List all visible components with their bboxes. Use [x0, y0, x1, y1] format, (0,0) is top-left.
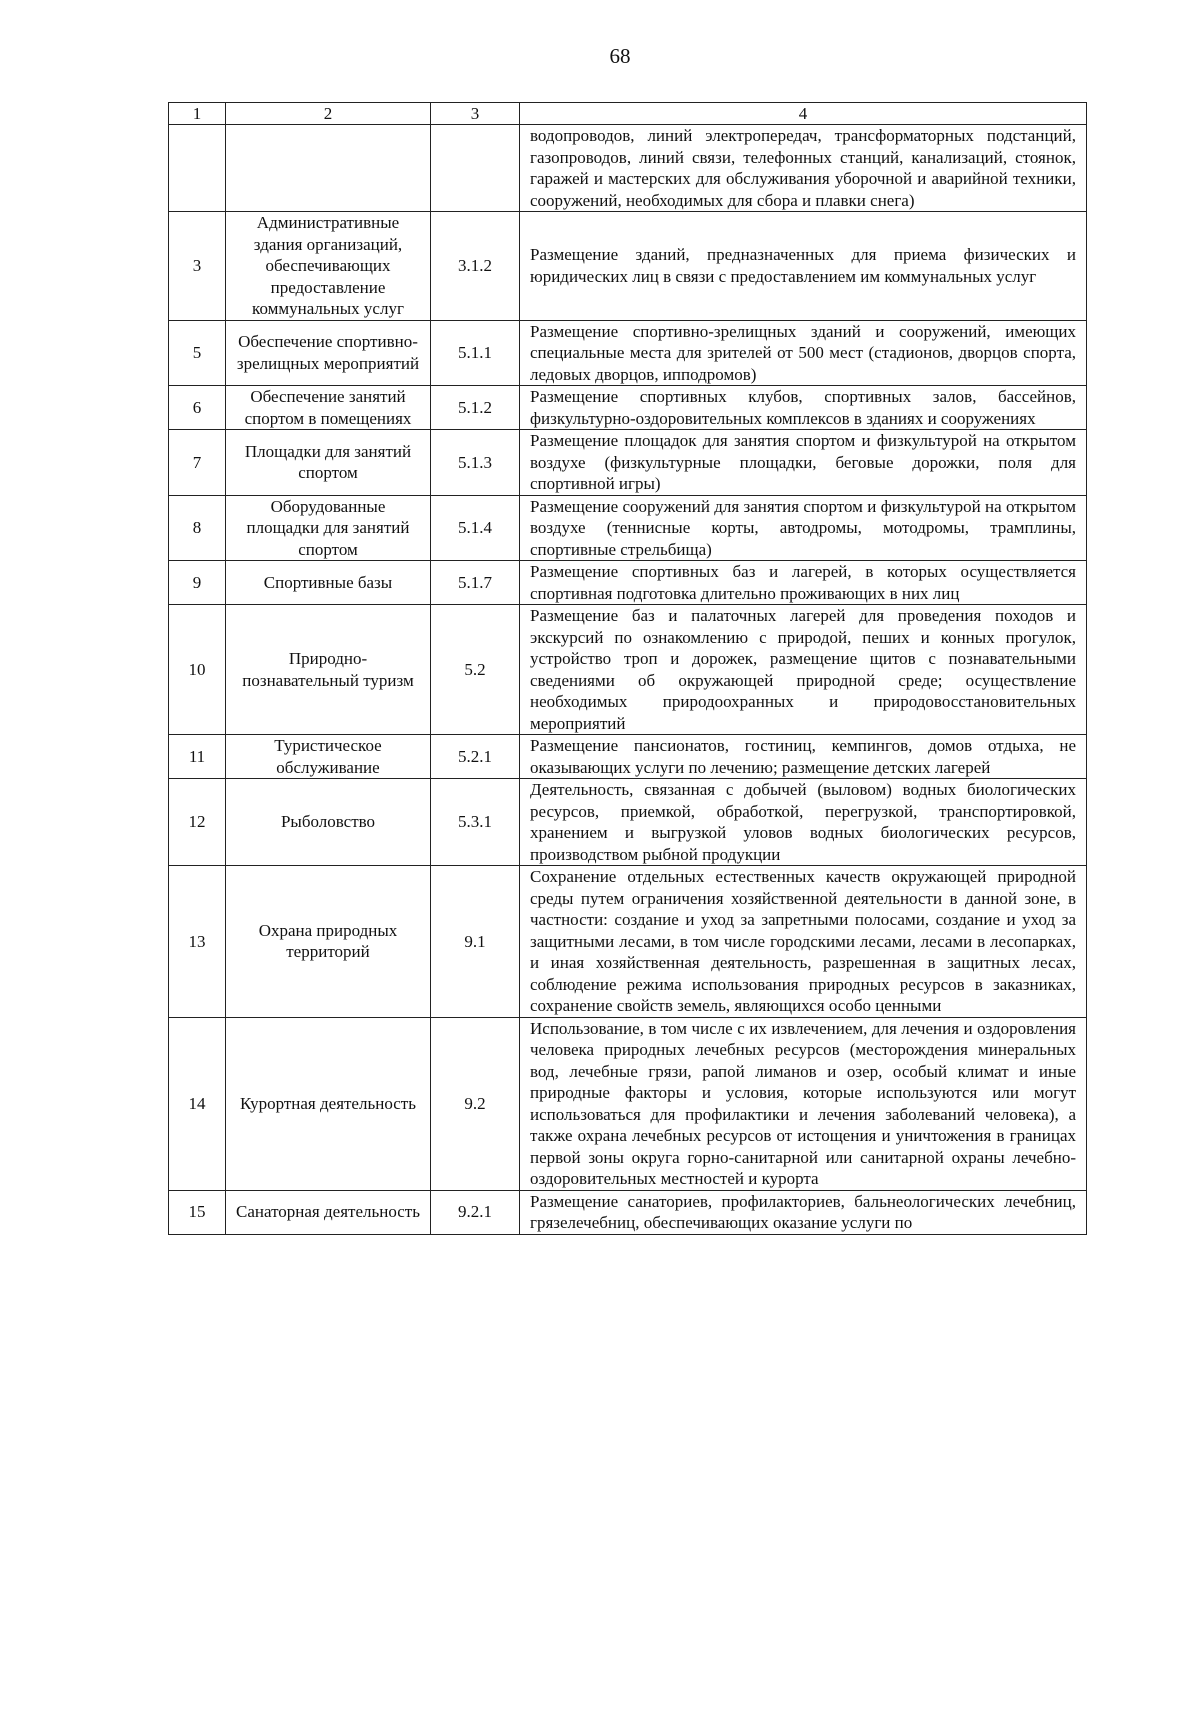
row-number: 9: [169, 561, 226, 605]
row-description: Размещение санаториев, профилакториев, бальнеологических лечебниц, грязелечебниц, обеспечивающих оказание услуги по: [520, 1190, 1087, 1234]
row-number: 10: [169, 605, 226, 735]
row-number: 3: [169, 212, 226, 321]
table-row: [169, 212, 1087, 321]
row-name: Санаторная деятельность: [226, 1190, 431, 1234]
column-header-1: 1: [169, 103, 226, 125]
row-description: Размещение спортивно-зрелищных зданий и сооружений, имеющих специальные места для зрителей от 500 мест (стадионов, дворцов спорта, ледовых дворцов, ипподромов): [520, 320, 1087, 386]
row-code: 5.1.2: [431, 386, 520, 430]
row-description: Деятельность, связанная с добычей (выловом) водных биологических ресурсов, приемкой, обработкой, перегрузкой, транспортировкой, хранением и выгрузкой уловов водных биологических ресурсов, производством рыбной продукции: [520, 779, 1087, 866]
row-name: Природно-познавательный туризм: [226, 605, 431, 735]
row-code: 9.2: [431, 1017, 520, 1190]
row-description: Размещение спортивных баз и лагерей, в которых осуществляется спортивная подготовка длительно проживающих в них лиц: [520, 561, 1087, 605]
row-name: Рыболовство: [226, 779, 431, 866]
row-name: Охрана природных территорий: [226, 866, 431, 1018]
row-name: Оборудованные площадки для занятий спортом: [226, 495, 431, 561]
row-code: 5.1.4: [431, 495, 520, 561]
column-header-4: 4: [520, 103, 1087, 125]
row-code: 9.2.1: [431, 1190, 520, 1234]
table-row: [169, 495, 1087, 561]
row-description: водопроводов, линий электропередач, трансформаторных подстанций, газопроводов, линий связи, телефонных станций, канализаций, стоянок, гаражей и мастерских для обслуживания уборочной и аварийной техники, сооружений, необходимых для сбора и плавки снега): [520, 125, 1087, 212]
row-code: 5.1.3: [431, 430, 520, 496]
row-code: 9.1: [431, 866, 520, 1018]
row-code: 5.2: [431, 605, 520, 735]
table-row: [169, 779, 1087, 866]
table-row: [169, 1190, 1087, 1234]
row-number: 11: [169, 735, 226, 779]
row-code: 5.1.1: [431, 320, 520, 386]
table-row: [169, 386, 1087, 430]
row-description: Размещение сооружений для занятия спортом и физкультурой на открытом воздухе (теннисные корты, автодромы, мотодромы, трамплины, спортивные стрельбища): [520, 495, 1087, 561]
row-name: Обеспечение занятий спортом в помещениях: [226, 386, 431, 430]
row-name: Обеспечение спортивно-зрелищных мероприятий: [226, 320, 431, 386]
row-name: Административные здания организаций, обеспечивающих предоставление коммунальных услуг: [226, 212, 431, 321]
table-header-row: [169, 103, 1087, 125]
row-code: 5.1.7: [431, 561, 520, 605]
row-code: 3.1.2: [431, 212, 520, 321]
land-use-table: [168, 102, 1087, 1235]
page-number: 68: [609, 44, 631, 68]
row-number: 7: [169, 430, 226, 496]
column-header-3: 3: [431, 103, 520, 125]
row-description: Использование, в том числе с их извлечением, для лечения и оздоровления человека природных лечебных ресурсов (месторождения минеральных вод, лечебные грязи, рапой лиманов и озер, особый климат и иные природные факторы и условия, которые используются или могут использоваться для профилактики и лечения заболеваний человека), а также охрана лечебных ресурсов от истощения и уничтожения в границах первой зоны округа горно-санитарной или санитарной охраны лечебно-оздоровительных местностей и курорта: [520, 1017, 1087, 1190]
row-code: 5.2.1: [431, 735, 520, 779]
row-code: [431, 125, 520, 212]
table-row: [169, 735, 1087, 779]
row-name: Спортивные базы: [226, 561, 431, 605]
row-description: Размещение зданий, предназначенных для приема физических и юридических лиц в связи с предоставлением им коммунальных услуг: [520, 212, 1087, 321]
table-row: [169, 561, 1087, 605]
table-row: [169, 125, 1087, 212]
row-number: 14: [169, 1017, 226, 1190]
table-row: [169, 320, 1087, 386]
table-row: [169, 605, 1087, 735]
row-description: Размещение площадок для занятия спортом и физкультурой на открытом воздухе (физкультурные площадки, беговые дорожки, поля для спортивной игры): [520, 430, 1087, 496]
table-row: [169, 1017, 1087, 1190]
row-number: 8: [169, 495, 226, 561]
row-name: [226, 125, 431, 212]
row-number: 6: [169, 386, 226, 430]
row-description: Размещение баз и палаточных лагерей для проведения походов и экскурсий по ознакомлению с природой, пеших и конных прогулок, устройство троп и дорожек, размещение щитов с познавательными сведениями об окружающей природной среде; осуществление необходимых природоохранных и природовосстановительных мероприятий: [520, 605, 1087, 735]
row-number: [169, 125, 226, 212]
row-name: Площадки для занятий спортом: [226, 430, 431, 496]
row-number: 15: [169, 1190, 226, 1234]
table-row: [169, 866, 1087, 1018]
row-number: 13: [169, 866, 226, 1018]
row-name: Курортная деятельность: [226, 1017, 431, 1190]
row-number: 12: [169, 779, 226, 866]
column-header-2: 2: [226, 103, 431, 125]
row-number: 5: [169, 320, 226, 386]
row-name: Туристическое обслуживание: [226, 735, 431, 779]
row-description: Сохранение отдельных естественных качеств окружающей природной среды путем ограничения хозяйственной деятельности в данной зоне, в частности: создание и уход за запретными полосами, создание и уход за защитными лесами, в том числе городскими лесами, лесами в лесопарках, и иная хозяйственная деятельность, разрешенная в защитных лесах, соблюдение режима использования природных ресурсов в заказниках, сохранение свойств земель, являющихся особо ценными: [520, 866, 1087, 1018]
table-row: [169, 430, 1087, 496]
row-code: 5.3.1: [431, 779, 520, 866]
row-description: Размещение пансионатов, гостиниц, кемпингов, домов отдыха, не оказывающих услуги по лечению; размещение детских лагерей: [520, 735, 1087, 779]
row-description: Размещение спортивных клубов, спортивных залов, бассейнов, физкультурно-оздоровительных комплексов в зданиях и сооружениях: [520, 386, 1087, 430]
